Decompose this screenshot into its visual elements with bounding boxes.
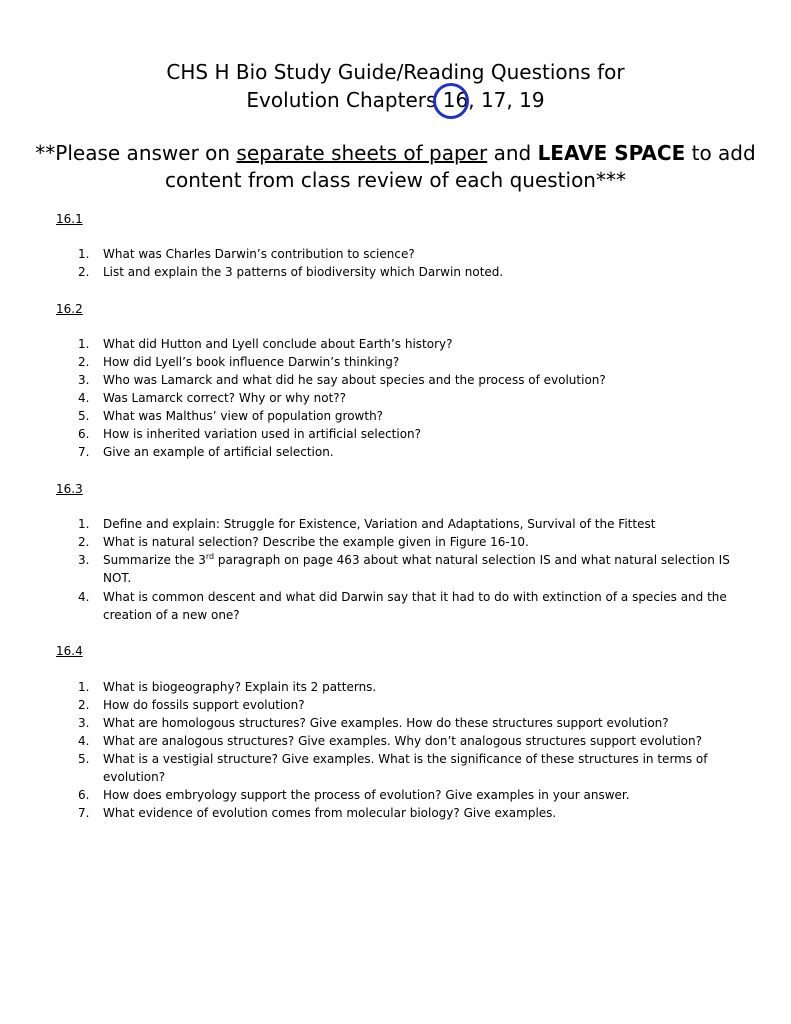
question-text-pre: Summarize the 3: [103, 553, 206, 567]
question-item: [78, 389, 738, 407]
question-item: [78, 443, 738, 461]
blue-ink-circle-icon: [433, 83, 469, 119]
question-item: [78, 515, 738, 533]
question-item: [78, 678, 738, 696]
question-number: 1.: [78, 680, 90, 694]
question-text: How is inherited variation used in artificial selection?: [103, 427, 422, 441]
question-text: Was Lamarck correct? Why or why not??: [103, 391, 347, 405]
question-number: 6.: [78, 427, 90, 441]
question-text: Give an example of artificial selection.: [103, 445, 334, 459]
instr-underlined: separate sheets of paper: [236, 141, 488, 165]
question-number: 1.: [78, 247, 90, 261]
title-line-1: CHS H Bio Study Guide/Reading Questions for: [166, 60, 625, 84]
question-item: [78, 696, 738, 714]
title-post: 17, 19: [474, 88, 545, 112]
section-heading-16-1: 16.1: [56, 212, 83, 226]
question-text: How do fossils support evolution?: [103, 698, 305, 712]
question-text: Who was Lamarck and what did he say about species and the process of evolution?: [103, 373, 606, 387]
question-item: [78, 371, 738, 389]
question-item: [78, 533, 738, 551]
question-number: 2.: [78, 535, 90, 549]
question-item: [78, 335, 738, 353]
question-text: What evidence of evolution comes from molecular biology? Give examples.: [103, 806, 557, 820]
section-heading-16-2: 16.2: [56, 302, 83, 316]
question-number: 4.: [78, 590, 90, 604]
question-number: 2.: [78, 355, 90, 369]
question-number: 6.: [78, 788, 90, 802]
question-item: [78, 353, 738, 371]
question-number: 5.: [78, 752, 90, 766]
question-item: [78, 551, 738, 587]
question-number: 7.: [78, 806, 90, 820]
question-text: What are homologous structures? Give examples. How do these structures support evolution?: [103, 716, 669, 730]
title-pre: Evolution Chapters: [246, 88, 443, 112]
question-number: 3.: [78, 716, 90, 730]
title-circled: 16,: [442, 88, 475, 112]
question-text: What was Charles Darwin’s contribution to science?: [103, 247, 415, 261]
question-number: 7.: [78, 445, 90, 459]
question-item: [78, 732, 738, 750]
question-item: [78, 804, 738, 822]
question-number: 3.: [78, 553, 90, 567]
question-number: 1.: [78, 517, 90, 531]
question-item: [78, 425, 738, 443]
question-number: 2.: [78, 265, 90, 279]
question-text: What is a vestigial structure? Give examples. What is the significance of these structures in terms of evolution?: [103, 752, 708, 784]
question-text: List and explain the 3 patterns of biodiversity which Darwin noted.: [103, 265, 504, 279]
instruction-line-1: [0, 140, 791, 166]
question-item: [78, 714, 738, 732]
question-text: What was Malthus’ view of population growth?: [103, 409, 384, 423]
question-item: [78, 407, 738, 425]
question-text: Define and explain: Struggle for Existence, Variation and Adaptations, Survival of the Fittest: [103, 517, 656, 531]
question-text: What are analogous structures? Give examples. Why don’t analogous structures support evolution?: [103, 734, 702, 748]
question-item: [78, 263, 738, 281]
instruction-line-2: content from class review of each question***: [165, 168, 626, 192]
title-line-2: [0, 87, 791, 113]
question-text: What is common descent and what did Darwin say that it had to do with extinction of a species and the creation of a new one?: [103, 590, 727, 622]
question-text-post: paragraph on page 463 about what natural selection IS and what natural selection IS NOT.: [103, 553, 730, 585]
question-item: [78, 786, 738, 804]
instr-part1: **Please answer on: [35, 141, 237, 165]
question-number: 4.: [78, 734, 90, 748]
question-text: What did Hutton and Lyell conclude about Earth’s history?: [103, 337, 453, 351]
question-number: 5.: [78, 409, 90, 423]
instr-bold: LEAVE SPACE: [537, 141, 686, 165]
question-number: 3.: [78, 373, 90, 387]
question-text: What is biogeography? Explain its 2 patterns.: [103, 680, 377, 694]
question-number: 1.: [78, 337, 90, 351]
question-text: [103, 551, 738, 587]
instr-part3: to add: [685, 141, 756, 165]
section-heading-16-3: 16.3: [56, 482, 83, 496]
question-text: How did Lyell’s book influence Darwin’s thinking?: [103, 355, 400, 369]
question-text: What is natural selection? Describe the example given in Figure 16-10.: [103, 535, 529, 549]
question-item: [78, 750, 738, 786]
question-text: How does embryology support the process of evolution? Give examples in your answer.: [103, 788, 630, 802]
instr-part2: and: [487, 141, 538, 165]
question-number: 4.: [78, 391, 90, 405]
question-item: [78, 588, 738, 624]
question-item: [78, 245, 738, 263]
section-heading-16-4: 16.4: [56, 644, 83, 658]
superscript: rd: [205, 552, 215, 561]
question-number: 2.: [78, 698, 90, 712]
